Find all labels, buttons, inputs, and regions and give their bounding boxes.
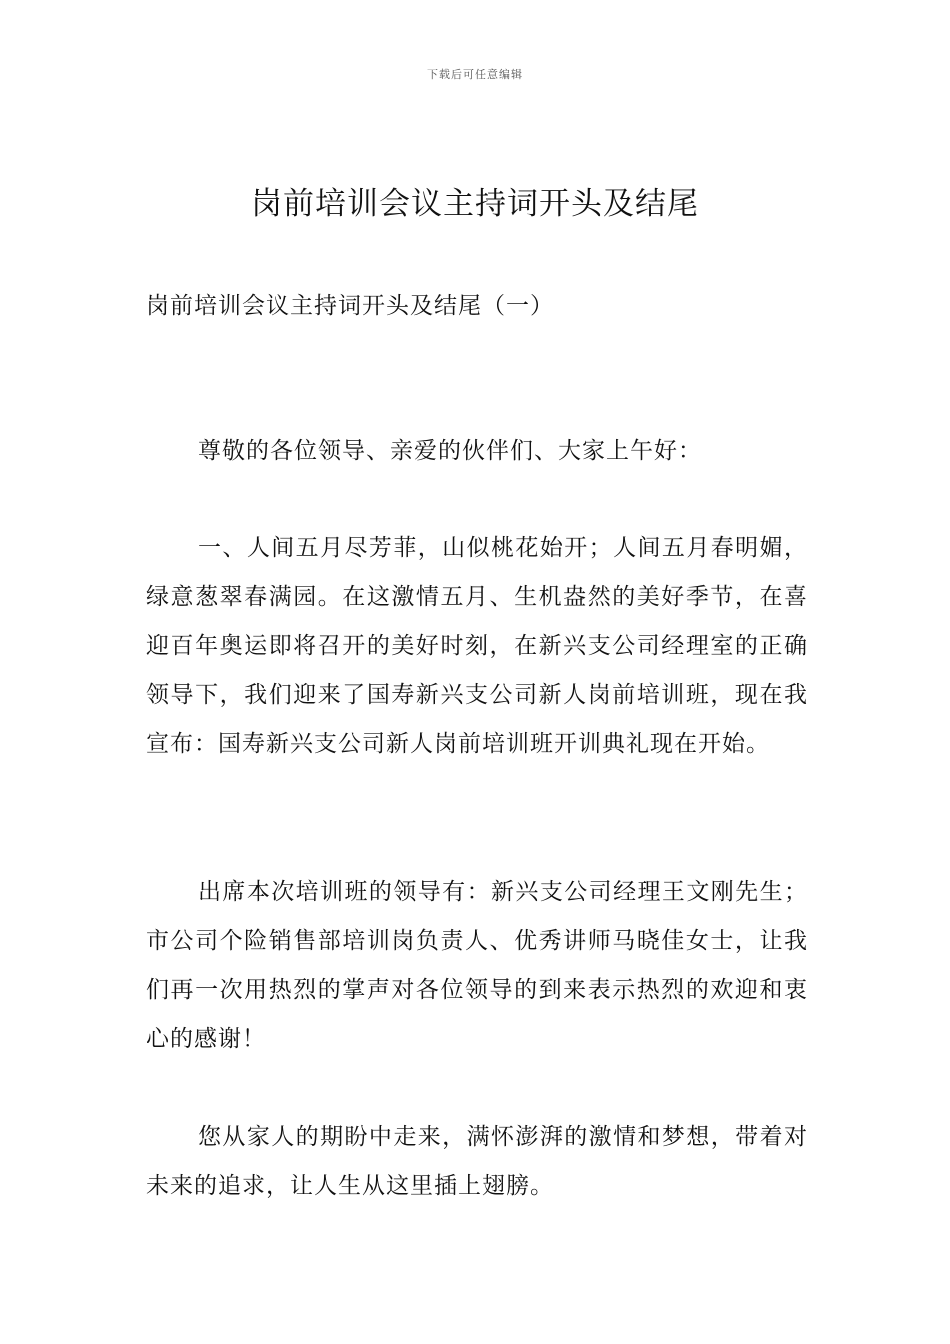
document-subtitle: 岗前培训会议主持词开头及结尾（一） (146, 293, 554, 319)
header-note: 下载后可任意编辑 (427, 68, 523, 81)
paragraph-welcome: 您从家人的期盼中走来，满怀澎湃的激情和梦想，带着对未来的追求，让人生从这里插上翅膀。 (146, 1124, 808, 1199)
paragraph-greeting: 尊敬的各位领导、亲爱的伙伴们、大家上午好： (198, 438, 702, 464)
document-title: 岗前培训会议主持词开头及结尾 (251, 186, 699, 222)
paragraph-attendees: 出席本次培训班的领导有：新兴支公司经理王文刚先生；市公司个险销售部培训岗负责人、优秀讲师马晓佳女士，让我们再一次用热烈的掌声对各位领导的到来表示热烈的欢迎和衷心的感谢！ (146, 879, 808, 1052)
paragraph-opening: 一、人间五月尽芳菲，山似桃花始开；人间五月春明媚，绿意葱翠春满园。在这激情五月、生机盎然的美好季节，在喜迎百年奥运即将召开的美好时刻，在新兴支公司经理室的正确领导下，我们迎来了国寿新兴支公司新人岗前培训班，现在我宣布：国寿新兴支公司新人岗前培训班开训典礼现在开始。 (146, 535, 808, 757)
